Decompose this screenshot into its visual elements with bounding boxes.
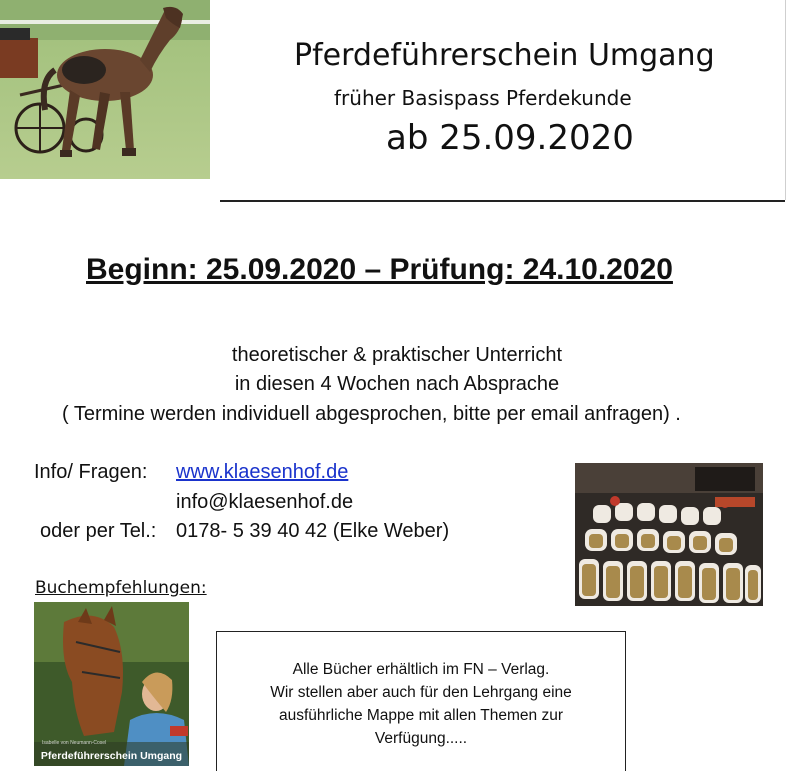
note-line: ausführliche Mappe mit allen Themen zur — [278, 707, 564, 724]
email-address: info@klaesenhof.de — [176, 491, 354, 513]
note-line: Verfügung..... — [374, 730, 468, 747]
note-line: Alle Bücher erhältlich im FN – Verlag. — [292, 661, 550, 678]
website-link[interactable]: www.klaesenhof.de — [176, 461, 349, 483]
info-label: Info/ Fragen: — [34, 461, 148, 483]
feed-bowls-illustration — [575, 463, 763, 606]
feed-samples-photo — [575, 463, 763, 606]
book-recommendations-label: Buchempfehlungen: — [35, 578, 207, 598]
header-divider — [220, 200, 785, 202]
horse-carriage-illustration — [0, 0, 210, 179]
lesson-type-text: theoretischer & praktischer Unterricht — [231, 344, 563, 366]
course-dates-headline: Beginn: 25.09.2020 – Prüfung: 24.10.2020 — [86, 253, 673, 286]
page-edge-line — [785, 0, 786, 200]
horse-carriage-photo — [0, 0, 210, 179]
page-subtitle: früher Basispass Pferdekunde — [334, 86, 632, 110]
phone-label: oder per Tel.: — [40, 520, 157, 542]
lesson-schedule-text: in diesen 4 Wochen nach Absprache — [234, 373, 560, 395]
book-cover-title: Pferdeführerschein Umgang — [40, 750, 183, 762]
book-cover-image — [34, 602, 189, 766]
note-line: Wir stellen aber auch für den Lehrgang eine — [270, 684, 572, 701]
phone-number: 0178- 5 39 40 42 (Elke Weber) — [176, 520, 450, 542]
book-cover-author: Isabelle von Neumann-Cosel — [42, 740, 107, 746]
appointment-note-text: ( Termine werden individuell abgesprochen, bitte per email anfragen) . — [62, 403, 681, 425]
page-title: Pferdeführerschein Umgang — [294, 38, 715, 73]
start-date: ab 25.09.2020 — [386, 118, 634, 158]
info-note-box — [216, 631, 626, 771]
